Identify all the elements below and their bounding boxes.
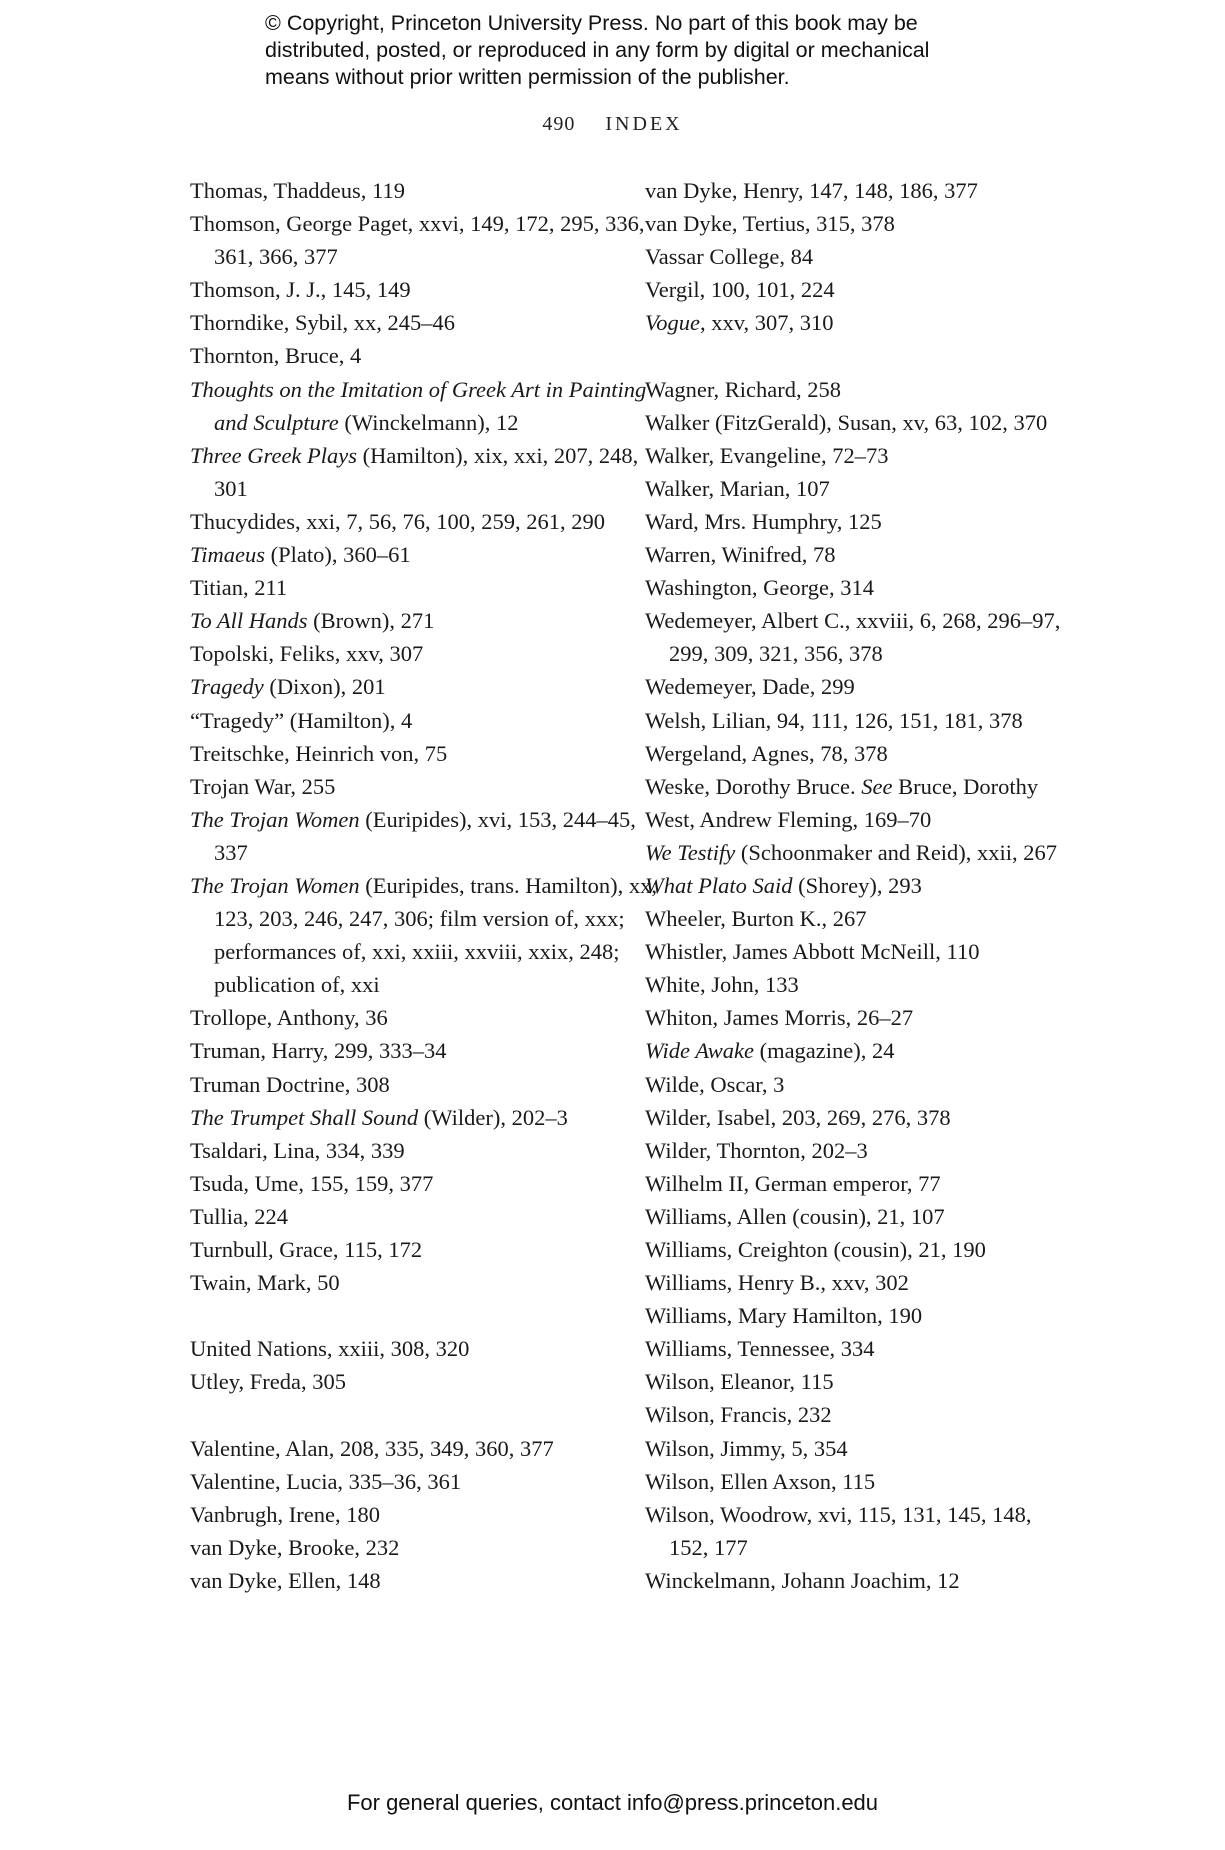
index-entry (645, 604, 1075, 670)
entry-text: (magazine), 24 (753, 1038, 895, 1064)
entry-text: Walker, Marian, 107 (645, 475, 830, 501)
index-entry (645, 1233, 1075, 1266)
entry-text: Wilson, Francis, 232 (645, 1402, 832, 1428)
footer-contact: For general queries, contact info@press.princeton.edu (346, 1790, 879, 1815)
entry-title: The Trojan Women (190, 806, 360, 832)
index-entry (190, 1498, 660, 1531)
index-entry (190, 571, 660, 604)
index-entry (645, 935, 1075, 968)
index-entry (190, 637, 660, 670)
entry-text: Ward, Mrs. Humphry, 125 (645, 508, 882, 534)
section-title: INDEX (605, 113, 683, 135)
index-entry (645, 670, 1075, 703)
index-entry (645, 207, 1075, 240)
index-entry (190, 174, 660, 207)
entry-text: White, John, 133 (645, 972, 799, 998)
index-entry (645, 770, 1075, 803)
entry-text: Wedemeyer, Albert C., xxviii, 6, 268, 296–97, 299, 309, 321, 356, 378 (645, 608, 1061, 667)
index-entry (645, 869, 1075, 902)
index-entry (190, 770, 660, 803)
index-entry (645, 737, 1075, 770)
index-entry (645, 1200, 1075, 1233)
index-entry (190, 803, 660, 869)
index-entry (190, 339, 660, 372)
index-entry (190, 1200, 660, 1233)
index-entry (645, 1299, 1075, 1332)
entry-text: (Winckelmann), 12 (338, 409, 519, 435)
index-entry (190, 1465, 660, 1498)
entry-title: The Trojan Women (190, 872, 360, 898)
entry-see-target: Bruce, Dorothy (892, 773, 1039, 799)
index-entry (190, 1233, 660, 1266)
index-entry (645, 439, 1075, 472)
entry-text: Wilson, Ellen Axson, 115 (645, 1468, 876, 1494)
index-entry (190, 1266, 660, 1299)
index-entry (190, 1101, 660, 1134)
index-entry (190, 1167, 660, 1200)
index-entry (190, 306, 660, 339)
index-entry (190, 373, 660, 439)
entry-text: Williams, Tennessee, 334 (645, 1336, 875, 1362)
copyright-line: distributed, posted, or reproduced in any form by digital or mechanical (265, 38, 930, 62)
entry-text: van Dyke, Tertius, 315, 378 (645, 211, 895, 237)
index-entry (645, 1498, 1075, 1564)
entry-title: Three Greek Plays (190, 442, 358, 468)
entry-text: Thomson, George Paget, xxvi, 149, 172, 295, 336, 361, 366, 377 (190, 211, 645, 270)
index-entry (645, 1432, 1075, 1465)
index-entry (645, 472, 1075, 505)
index-entry (190, 439, 660, 505)
index-entry (190, 670, 660, 703)
entry-text: Wilhelm II, German emperor, 77 (645, 1170, 941, 1196)
entry-text: Wheeler, Burton K., 267 (645, 906, 867, 932)
entry-text: Washington, George, 314 (645, 575, 874, 601)
entry-title: What Plato Said (645, 872, 793, 898)
entry-text: (Brown), 271 (307, 608, 435, 634)
entry-text: Wagner, Richard, 258 (645, 376, 841, 402)
entry-text: Topolski, Feliks, xxv, 307 (190, 641, 424, 667)
entry-text: Warren, Winifred, 78 (645, 542, 836, 568)
index-entry (645, 406, 1075, 439)
index-entry (645, 1465, 1075, 1498)
index-entry (190, 1432, 660, 1465)
index-entry (190, 869, 660, 1001)
entry-text: Williams, Mary Hamilton, 190 (645, 1303, 923, 1329)
index-entry (190, 704, 660, 737)
entry-text: Wilder, Isabel, 203, 269, 276, 378 (645, 1104, 951, 1130)
entry-title: Timaeus (190, 542, 266, 568)
index-entry (645, 273, 1075, 306)
index-entry (645, 968, 1075, 1001)
copyright-notice (265, 10, 1025, 91)
entry-text: Turnbull, Grace, 115, 172 (190, 1237, 423, 1262)
entry-text: Truman, Harry, 299, 333–34 (190, 1038, 447, 1064)
index-entry (645, 704, 1075, 737)
entry-title: Thoughts on the Imitation of Greek Art in Painting and Sculpture (190, 376, 647, 435)
entry-text: Thomson, J. J., 145, 149 (190, 277, 411, 303)
index-entry (645, 1167, 1075, 1200)
entry-text: Wilder, Thornton, 202–3 (645, 1137, 868, 1163)
index-entry (190, 1531, 660, 1564)
entry-text: Twain, Mark, 50 (190, 1270, 340, 1296)
index-entry (645, 538, 1075, 571)
index-entry (190, 604, 660, 637)
index-entry (645, 836, 1075, 869)
entry-text: United Nations, xxiii, 308, 320 (190, 1336, 470, 1362)
entry-title: Tragedy (190, 674, 264, 700)
entry-title: To All Hands (190, 608, 308, 634)
entry-text: van Dyke, Brooke, 232 (190, 1534, 400, 1560)
entry-text: Truman Doctrine, 308 (190, 1071, 390, 1097)
entry-text: Wilde, Oscar, 3 (645, 1071, 785, 1097)
entry-text: Williams, Allen (cousin), 21, 107 (645, 1203, 945, 1229)
index-entry (645, 1332, 1075, 1365)
entry-text: Thucydides, xxi, 7, 56, 76, 100, 259, 261, 290 (190, 508, 605, 534)
entry-text: Trojan War, 255 (190, 773, 336, 799)
entry-text: Trollope, Anthony, 36 (190, 1005, 388, 1031)
index-entry (190, 1034, 660, 1067)
entry-text: Thornton, Bruce, 4 (190, 343, 362, 369)
index-entry (645, 902, 1075, 935)
index-entry (190, 737, 660, 770)
entry-text: Vassar College, 84 (645, 244, 814, 270)
entry-title: Vogue (645, 310, 700, 336)
entry-text: Utley, Freda, 305 (190, 1369, 347, 1395)
page-number: 490 (542, 113, 576, 135)
index-entry (645, 1564, 1075, 1597)
entry-text: (Wilder), 202–3 (418, 1104, 568, 1130)
entry-text: Vanbrugh, Irene, 180 (190, 1501, 380, 1527)
index-entry (190, 1001, 660, 1034)
entry-text: Tsaldari, Lina, 334, 339 (190, 1137, 405, 1163)
copyright-line: means without prior written permission of the publisher. (265, 65, 790, 89)
index-entry (645, 1398, 1075, 1431)
entry-text: Thorndike, Sybil, xx, 245–46 (190, 310, 455, 336)
entry-text: Tsuda, Ume, 155, 159, 377 (190, 1170, 434, 1196)
entry-text: Wilson, Eleanor, 115 (645, 1369, 834, 1395)
entry-text: Wergeland, Agnes, 78, 378 (645, 740, 888, 766)
entry-see: See (861, 773, 893, 799)
index-column-right (645, 174, 1075, 1597)
index-entry (190, 538, 660, 571)
entry-text: (Shorey), 293 (792, 872, 922, 898)
entry-text: (Plato), 360–61 (265, 542, 411, 568)
entry-text: “Tragedy” (Hamilton), 4 (190, 707, 413, 733)
entry-title: We Testify (645, 839, 736, 865)
index-entry (645, 1034, 1075, 1067)
index-entry (190, 1365, 660, 1398)
index-column-left (190, 174, 660, 1597)
entry-text: Wedemeyer, Dade, 299 (645, 674, 855, 700)
entry-text: Thomas, Thaddeus, 119 (190, 178, 405, 203)
index-entry (190, 1134, 660, 1167)
entry-text: Welsh, Lilian, 94, 111, 126, 151, 181, 378 (645, 707, 1023, 733)
entry-text: Walker, Evangeline, 72–73 (645, 442, 889, 468)
entry-text: Valentine, Alan, 208, 335, 349, 360, 377 (190, 1435, 554, 1461)
entry-text: Vergil, 100, 101, 224 (645, 277, 835, 303)
copyright-line: © Copyright, Princeton University Press. No part of this book may be (265, 11, 918, 35)
entry-text: Whiton, James Morris, 26–27 (645, 1005, 914, 1031)
entry-text: , xxv, 307, 310 (700, 310, 834, 336)
entry-text: Williams, Creighton (cousin), 21, 190 (645, 1237, 986, 1262)
index-entry (645, 1134, 1075, 1167)
index-entry (645, 1001, 1075, 1034)
index-entry (645, 571, 1075, 604)
entry-text: Titian, 211 (190, 575, 288, 601)
index-entry (645, 1101, 1075, 1134)
index-entry (645, 306, 1075, 339)
index-entry (645, 1068, 1075, 1101)
entry-text: (Euripides), xvi, 153, 244–45, 337 (214, 806, 636, 865)
entry-text: Valentine, Lucia, 335–36, 361 (190, 1468, 462, 1494)
entry-text: Whistler, James Abbott McNeill, 110 (645, 939, 980, 965)
entry-text: West, Andrew Fleming, 169–70 (645, 806, 932, 832)
index-entry (645, 505, 1075, 538)
entry-text: (Schoonmaker and Reid), xxii, 267 (735, 839, 1058, 865)
index-entry (645, 174, 1075, 207)
entry-text: Treitschke, Heinrich von, 75 (190, 740, 448, 766)
entry-text: Williams, Henry B., xxv, 302 (645, 1270, 909, 1296)
index-entry (190, 1564, 660, 1597)
index-entry (190, 1332, 660, 1365)
entry-text: Wilson, Woodrow, xvi, 115, 131, 145, 148, 152, 177 (645, 1501, 1032, 1560)
entry-text: Winckelmann, Johann Joachim, 12 (645, 1567, 960, 1593)
index-entry (190, 273, 660, 306)
entry-text: Walker (FitzGerald), Susan, xv, 63, 102, 370 (645, 409, 1048, 435)
index-entry (190, 207, 660, 273)
entry-text: Wilson, Jimmy, 5, 354 (645, 1435, 848, 1461)
entry-text: Weske, Dorothy Bruce. (645, 773, 862, 799)
index-entry (645, 373, 1075, 406)
entry-text: (Euripides, trans. Hamilton), xx, 123, 203, 246, 247, 306; film version of, xxx; performances of, xxi, xxiii, xxviii, xxix, 248; publication of, xxi (214, 872, 658, 998)
index-entry (190, 505, 660, 538)
entry-text: Tullia, 224 (190, 1203, 288, 1229)
index-entry (190, 1068, 660, 1101)
entry-text: van Dyke, Henry, 147, 148, 186, 377 (645, 178, 978, 203)
running-head (0, 113, 1225, 136)
entry-text: (Dixon), 201 (263, 674, 386, 700)
index-entry (645, 1266, 1075, 1299)
entry-text: (Hamilton), xix, xxi, 207, 248, 301 (214, 442, 639, 501)
entry-text: van Dyke, Ellen, 148 (190, 1567, 381, 1593)
entry-title: The Trumpet Shall Sound (190, 1104, 419, 1130)
index-entry (645, 240, 1075, 273)
index-entry (645, 803, 1075, 836)
index-entry (645, 1365, 1075, 1398)
entry-title: Wide Awake (645, 1038, 754, 1064)
